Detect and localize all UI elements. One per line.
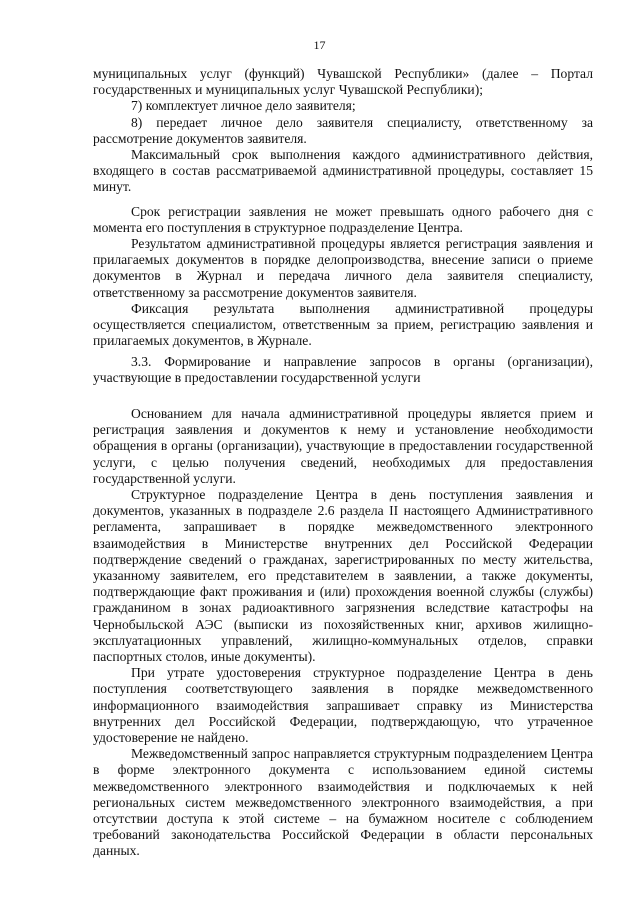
paragraph: муниципальных услуг (функций) Чувашской Республики» (далее – Портал государственных и муниципальных услуг Чувашской Республики);: [93, 66, 593, 98]
paragraph: Межведомственный запрос направляется структурным подразделением Центра в форме электронного документа с использованием единой системы межведомственного электронного взаимодействия и подключаемых к ней региональных систем межведомственного электронного взаимодействия, а при отсутствии доступа к этой системе – на бумажном носителе с соблюдением требований законодательства Российской Федерации в области персональных данных.: [93, 746, 593, 859]
paragraph: Срок регистрации заявления не может превышать одного рабочего дня с момента его поступления в структурное подразделение Центра.: [93, 203, 593, 235]
paragraph: Фиксация результата выполнения административной процедуры осуществляется специалистом, ответственным за прием, регистрацию заявления и прилагаемых документов, в Журнале.: [93, 300, 593, 349]
section-heading: 3.3. Формирование и направление запросов в органы (организации), участвующие в предоставлении государственной услуги: [93, 354, 593, 386]
paragraph: Максимальный срок выполнения каждого административного действия, входящего в состав рассматриваемой административной процедуры, составляет 15 минут.: [93, 147, 593, 195]
paragraph: При утрате удостоверения структурное подразделение Центра в день поступления соответствующего заявления в порядке межведомственного информационного взаимодействия запрашивает справку из Министерства внутренних дел Российской Федерации, подтверждающую, что утраченное удостоверение не найдено.: [93, 665, 593, 746]
paragraph: 8) передает личное дело заявителя специалисту, ответственному за рассмотрение документов заявителя.: [93, 114, 593, 146]
paragraph: 7) комплектует личное дело заявителя;: [131, 98, 356, 114]
page-number: 17: [313, 38, 326, 52]
paragraph: Структурное подразделение Центра в день поступления заявления и документов, указанных в подразделе 2.6 раздела II настоящего Административного регламента, запрашивает в порядке межведомственного электронного взаимодействия в Министерстве внутренних дел Российской Федерации подтверждение сведений о гражданах, зарегистрированных по месту жительства, указанному заявителем, его представителем в заявлении, а также документы, подтверждающие факт проживания и (или) прохождения военной службы (службы) гражданином в зонах радиоактивного загрязнения вследствие катастрофы на Чернобыльской АЭС (выписки из похозяйственных книг, архивов жилищно-эксплуатационных управлений, жилищно-коммунальных отделов, справки паспортных столов, иные документы).: [93, 487, 593, 665]
paragraph: Результатом административной процедуры является регистрация заявления и прилагаемых документов в порядке делопроизводства, внесение записи о приеме документов в Журнал и передача личного дела заявителя специалисту, ответственному за рассмотрение документов заявителя.: [93, 236, 593, 300]
paragraph: Основанием для начала административной процедуры является прием и регистрация заявления и документов к нему и установление необходимости обращения в органы (организации), участвующие в предоставлении государственной услуги, с целью получения сведений, необходимых для предоставления государственной услуги.: [93, 406, 593, 486]
section-1-body: [93, 66, 593, 349]
section-2-body: [93, 406, 593, 860]
